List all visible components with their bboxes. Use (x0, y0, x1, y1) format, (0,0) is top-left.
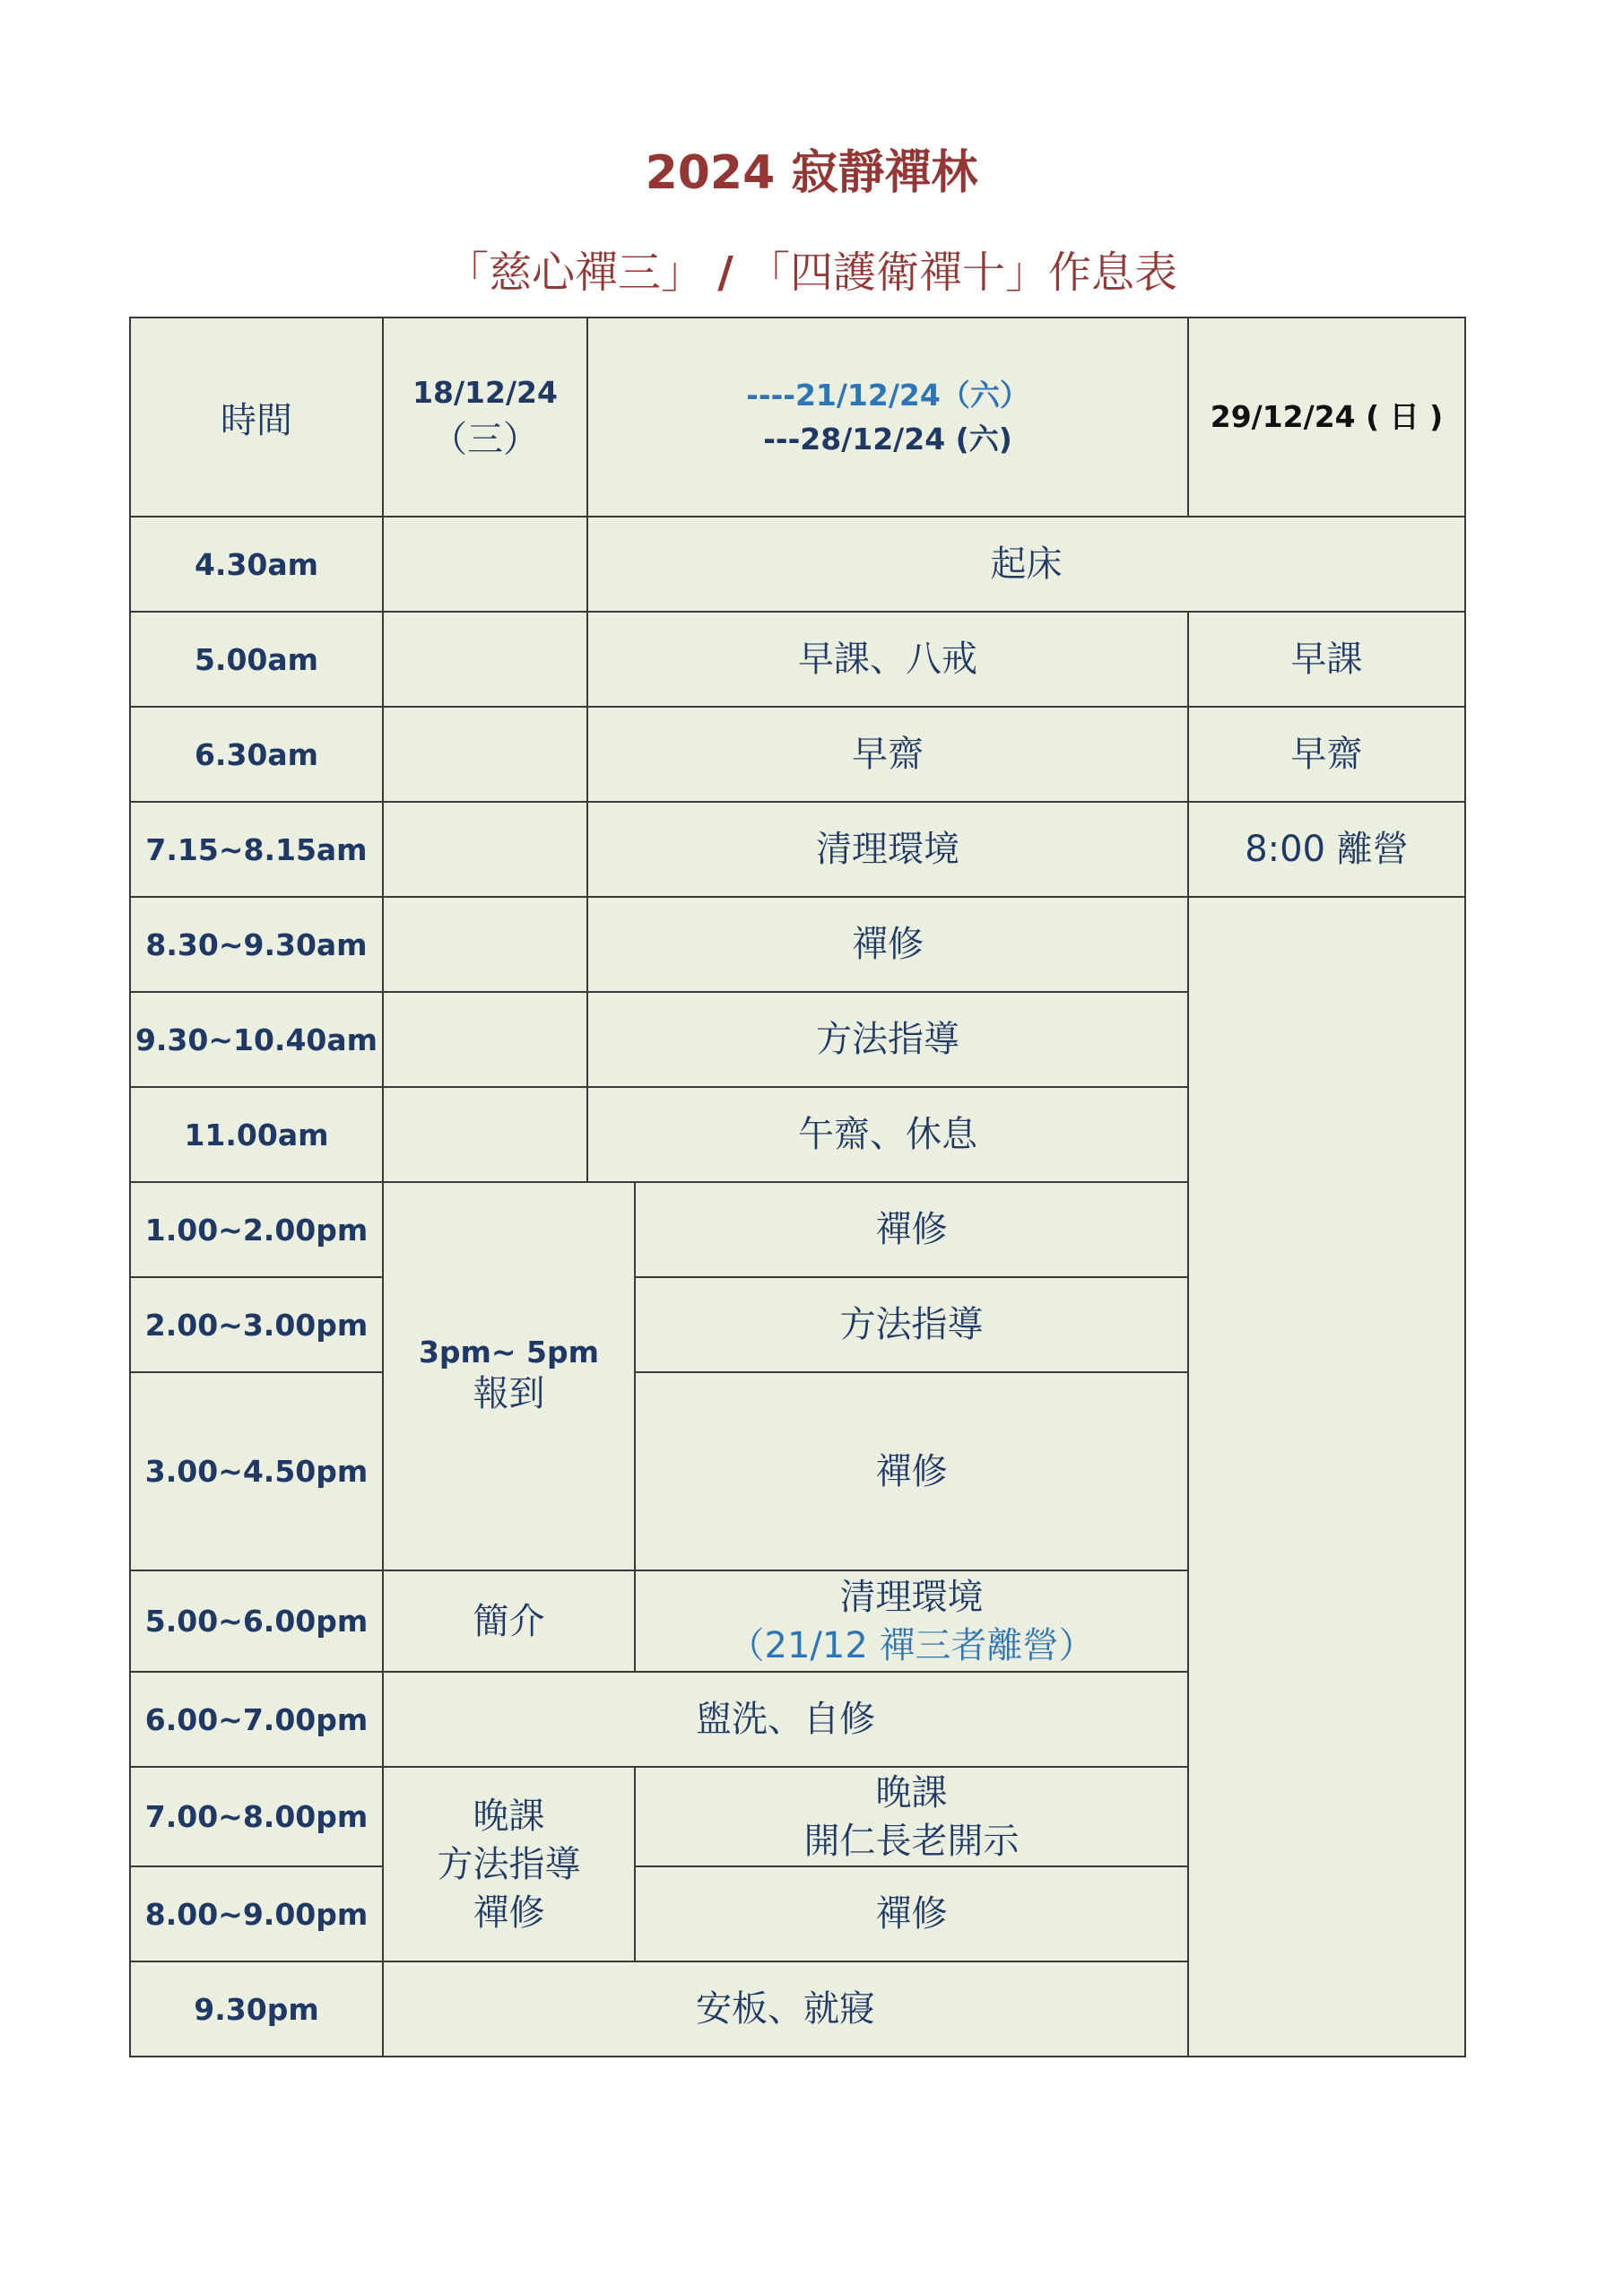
time-cell: 8.30~9.30am (130, 897, 383, 992)
time-cell: 5.00am (130, 612, 383, 707)
empty-cell (1188, 897, 1465, 2057)
subtitle-retreat-10: 「四護衛禪十」作息表 (747, 248, 1178, 298)
time-cell: 9.30~10.40am (130, 992, 383, 1087)
title-place: 寂靜禪林 (791, 146, 978, 200)
event-cell: 禪修 (635, 1182, 1188, 1277)
header-row (130, 317, 1465, 517)
header-date-1: 18/12/24 （三） (383, 317, 587, 517)
event-cell: 午齋、休息 (587, 1087, 1188, 1182)
event-cell: 方法指導 (635, 1277, 1188, 1372)
empty-cell (383, 612, 587, 707)
schedule-table (129, 317, 1466, 2057)
subtitle-slash: / (717, 248, 733, 298)
time-cell: 5.00~6.00pm (130, 1570, 383, 1672)
empty-cell (383, 992, 587, 1087)
header-date-2: ----21/12/24（六） ---28/12/24 (六) (587, 317, 1188, 517)
page-title (0, 135, 1623, 202)
table-row (130, 612, 1465, 707)
event-cell: 清理環境 （21/12 禪三者離營） (635, 1570, 1188, 1672)
time-cell: 9.30pm (130, 1961, 383, 2057)
time-cell: 8.00~9.00pm (130, 1866, 383, 1961)
time-cell: 4.30am (130, 517, 383, 612)
table-row (130, 517, 1465, 612)
subtitle-retreat-3: 「慈心禪三」 (445, 248, 704, 298)
empty-cell (383, 897, 587, 992)
time-cell: 3.00~4.50pm (130, 1372, 383, 1570)
event-cell: 方法指導 (587, 992, 1188, 1087)
checkin-cell: 3pm~ 5pm 報到 (383, 1182, 635, 1570)
event-cell: 禪修 (635, 1866, 1188, 1961)
time-cell: 1.00~2.00pm (130, 1182, 383, 1277)
event-cell: 早齋 (587, 707, 1188, 802)
event-cell: 清理環境 (587, 802, 1188, 897)
event-cell: 早課 (1188, 612, 1465, 707)
empty-cell (383, 707, 587, 802)
table-row (130, 802, 1465, 897)
event-cell: 8:00 離營 (1188, 802, 1465, 897)
time-cell: 2.00~3.00pm (130, 1277, 383, 1372)
event-cell: 盥洗、自修 (383, 1672, 1188, 1767)
time-cell: 7.15~8.15am (130, 802, 383, 897)
time-cell: 6.00~7.00pm (130, 1672, 383, 1767)
time-cell: 6.30am (130, 707, 383, 802)
event-cell: 禪修 (587, 897, 1188, 992)
event-cell: 晚課 開仁長老開示 (635, 1767, 1188, 1866)
event-cell: 禪修 (635, 1372, 1188, 1570)
empty-cell (383, 802, 587, 897)
page-subtitle (0, 238, 1623, 300)
table-row (130, 897, 1465, 992)
empty-cell (383, 517, 587, 612)
time-cell: 7.00~8.00pm (130, 1767, 383, 1866)
title-year: 2024 (645, 146, 776, 200)
header-time: 時間 (130, 317, 383, 517)
event-cell: 安板、就寢 (383, 1961, 1188, 2057)
header-date-3: 29/12/24 ( 日 ) (1188, 317, 1465, 517)
event-cell: 早齋 (1188, 707, 1465, 802)
event-cell: 早課、八戒 (587, 612, 1188, 707)
table-row (130, 707, 1465, 802)
event-cell: 簡介 (383, 1570, 635, 1672)
empty-cell (383, 1087, 587, 1182)
event-cell: 起床 (587, 517, 1465, 612)
event-cell: 晚課 方法指導 禪修 (383, 1767, 635, 1961)
time-cell: 11.00am (130, 1087, 383, 1182)
